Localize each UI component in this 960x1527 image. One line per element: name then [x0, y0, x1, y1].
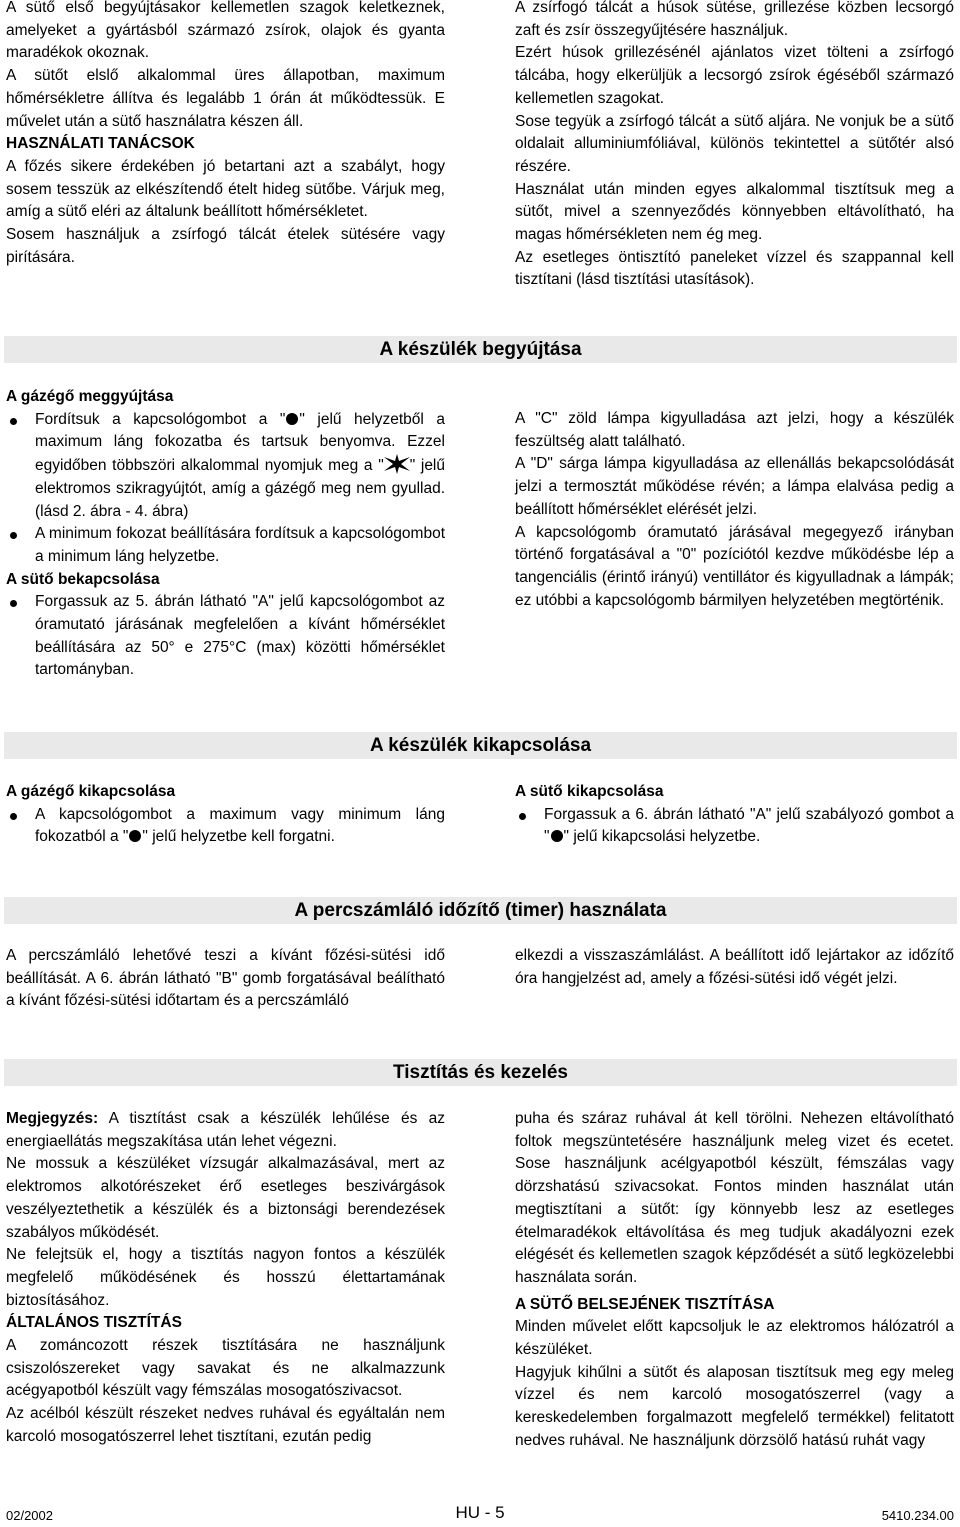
timer-paragraph: elkezdi a visszaszámlálást. A beállított idő lejártakor az időzítő óra hangjelzést ad, amely a főzési-sütési idő végét jelzi. — [515, 947, 954, 987]
intro-paragraph: Sose tegyük a zsírfogó tálcát a sütő aljára. Ne vonjuk be a sütő oldalait alluminiumfóliával, különös tekintettel a sütőtér alsó részére. — [515, 112, 954, 175]
switch-off-right-column — [515, 781, 954, 849]
burner-off-list — [6, 804, 445, 849]
intro-paragraph: A sütőt elslő alkalommal üres állapotban, maximum hőmérsékletre állítva és legalább 1 órán át működtessük. E művelet után a sütő használatra készen áll. — [6, 67, 445, 130]
lamp-info-paragraph: A "C" zöld lámpa kigyulladása azt jelzi, hogy a készülék feszültség alatt található. — [515, 410, 954, 450]
cleaning-paragraph: Az acélból készült részeket nedves ruhával és egyáltalán nem karcoló mosogatószerrel lehet tisztítani, ezután pedig — [6, 1405, 445, 1445]
cleaning-paragraph: A zománcozott részek tisztítására ne használjunk csiszolószereket vagy savakat és ne alkalmazzunk acégyapotból készült vagy fémszálas mosogatószivacsot. — [6, 1337, 445, 1400]
footer-date: 02/2002 — [6, 1508, 53, 1523]
intro-paragraph: Az esetleges öntisztító paneleket vízzel és szappannal kell tisztítani (lásd tisztítási utasítások). — [515, 248, 954, 289]
oven-switch-on-heading: A sütő bekapcsolása — [6, 570, 160, 588]
burner-off-heading: A gázégő kikapcsolása — [6, 783, 176, 800]
bullet-icon — [10, 418, 17, 425]
spark-igniter-icon — [384, 454, 410, 474]
page-number: HU - 5 — [455, 1503, 505, 1522]
bullet-icon — [10, 532, 17, 539]
intro-paragraph: Sosem használjuk a zsírfogó tálcát ételek sütésére vagy pirítására. — [6, 226, 445, 266]
usage-tips-heading: HASZNÁLATI TANÁCSOK — [6, 135, 195, 153]
ignition-left-column — [6, 386, 445, 682]
footer-code: 5410.234.00 — [881, 1508, 954, 1523]
timer-paragraph: A percszámláló lehetővé teszi a kívánt főzési-sütési idő beállítását. A 6. ábrán látható "B" gomb forgatásával beálítható a kívánt főzési-sütési időtartam és a percszámláló — [6, 947, 445, 1010]
cleaning-paragraph: Hagyjuk kihűlni a sütőt és alaposan tisztítsuk meg egy meleg vízzel és nem karcoló mosogatószerrel (vagy a kereskedelemben forgalmazott megfelelő termékkel) felitatott nedves ruhával. Ne használjunk dörzsölő hatású ruhát vagy — [515, 1363, 954, 1449]
bullet-icon — [10, 600, 17, 607]
cleaning-paragraph: Ne mossuk a készüléket vízsugár alkalmazásával, mert az elektromos alkotórészeket érő esetleges beszivárgások veszélyeztethetik a készülék és a biztonsági berendezések szabályos működését. — [6, 1155, 445, 1241]
lamp-info-paragraph: A "D" sárga lámpa kigyulladása az ellenállás bekapcsolódását jelzi a termosztát működése révén; a lámpa elalvása pedig a beállított hőmérséklet elérését jelzi. — [515, 455, 954, 518]
cleaning-paragraph: Ne felejtsük el, hogy a tisztítás nagyon fontos a készülék megfelelő működésének és hosszú élettartamának biztosításához. — [6, 1246, 445, 1309]
list-item: A minimum fokozat beállítására fordítsuk a kapcsológombot a minimum láng helyzetbe. — [6, 523, 445, 568]
general-cleaning-heading: ÁLTALÁNOS TISZTÍTÁS — [6, 1314, 182, 1332]
cleaning-right-column — [515, 1108, 954, 1453]
cleaning-left-column — [6, 1108, 445, 1449]
burner-ignition-heading: A gázégő meggyújtása — [6, 388, 174, 405]
list-item: Forgassuk az 5. ábrán látható "A" jelű kapcsológombot az óramutató járásának megfelelően a kívánt hőmérséklet beállítására az 50° e 275°C (max) közötti hőmérséklet tartományban. — [6, 591, 445, 682]
note-paragraph: Megjegyzés: A tisztítást csak a készülék lehűlése és az energiaellátás megszakítása után lehet végezni. — [6, 1110, 445, 1150]
lamp-info-paragraph: A kapcsológomb óramutató járásával megegyező irányban történő forgatásával a "0" pozíciótól kezdve működésbe lép a tangenciális (érintő irányú) ventillátor és kigyulladnak a lámpák; ez utóbbi a kapcsológomb bármilyen helyzetében megtörténik. — [515, 523, 954, 609]
bullet-icon — [519, 813, 526, 820]
section-title-switch-off: A készülék kikapcsolása — [4, 732, 957, 759]
ignition-steps-list — [6, 409, 445, 569]
oven-steps-list — [6, 591, 445, 682]
intro-paragraph: Ezért húsok grillezésénél ajánlatos vizet tölteni a zsírfogó tálcába, hogy elkerüljük a lecsorgó zsírok égéséből származó kellemetlen szagokat. — [515, 44, 954, 107]
cleaning-paragraph: puha és száraz ruhával át kell törölni. Nehezen eltávolítható foltok megszüntetésére használjunk meleg vizet és ecetet. Sose használjunk acélgyapotból készült, fémszálas vagy dörzshatású szivacsokat. Fontos minden használat után megtisztítani a sütőt: így könnyebb lesz az esetleges ételmaradékok eltávolítása és meg tudjuk akadályozni ezek elégését és kellemetlen szagok képződését a sütő legközelebbi használata során. — [515, 1110, 954, 1286]
intro-left-column — [6, 0, 445, 269]
off-position-icon — [286, 413, 298, 425]
section-title-timer: A percszámláló időzítő (timer) használata — [4, 897, 957, 924]
intro-paragraph: A sütő első begyújtásakor kellemetlen szagok keletkeznek, amelyeket a gyártásból származó zsírok, olajok és gyanta maradékok okoznak. — [6, 0, 445, 62]
intro-right-column — [515, 0, 954, 292]
intro-paragraph: A főzés sikere érdekében jó betartani azt a szabályt, hogy sosem tesszük az elkészítendő ételt hideg sütőbe. Várjuk meg, amíg a sütő eléri az általunk beállított hőmérsékletet. — [6, 157, 445, 221]
section-title-cleaning: Tisztítás és kezelés — [4, 1059, 957, 1086]
list-item: Fordítsuk a kapcsológombot a " " jelű helyzetből a maximum láng fokozatba és tartsuk benyomva. Ezzel egyidőben többszöri alkalommal nyomjuk meg a " " jelű elektromos szikragyújtót, amíg a gázégő meg nem gyullad. (lásd 2. ábra - 4. ábra) — [6, 409, 445, 524]
intro-paragraph: Használat után minden egyes alkalommal tisztítsuk meg a sütőt, mivel a szennyeződés könnyebben eltávolítható, ha magas hőmérsékleten nem ég meg. — [515, 180, 954, 244]
cleaning-paragraph: Minden művelet előtt kapcsoljuk le az elektromos hálózatról a készüléket. — [515, 1318, 954, 1359]
off-position-icon — [551, 830, 563, 842]
list-item: Forgassuk a 6. ábrán látható "A" jelű szabályozó gombot a " " jelű kikapcsolási helyzetbe. — [515, 804, 954, 849]
list-item: A kapcsológombot a maximum vagy minimum láng fokozatból a " " jelű helyzetbe kell forgatni. — [6, 804, 445, 849]
section-title-ignition: A készülék begyújtása — [4, 336, 957, 363]
oven-off-list — [515, 804, 954, 849]
oven-off-heading: A sütő kikapcsolása — [515, 783, 664, 800]
note-label: Megjegyzés: — [6, 1110, 99, 1127]
timer-left-column — [6, 945, 445, 1013]
bullet-icon — [10, 813, 17, 820]
ignition-right-column — [515, 408, 954, 612]
off-position-icon — [129, 830, 141, 842]
timer-right-column — [515, 945, 954, 990]
intro-paragraph: A zsírfogó tálcát a húsok sütése, grillezése közben lecsorgó zaft és zsír összegyűjtésére használjuk. — [515, 0, 954, 39]
oven-interior-cleaning-heading: A SÜTŐ BELSEJÉNEK TISZTÍTÁSA — [515, 1295, 775, 1313]
switch-off-left-column — [6, 781, 445, 849]
